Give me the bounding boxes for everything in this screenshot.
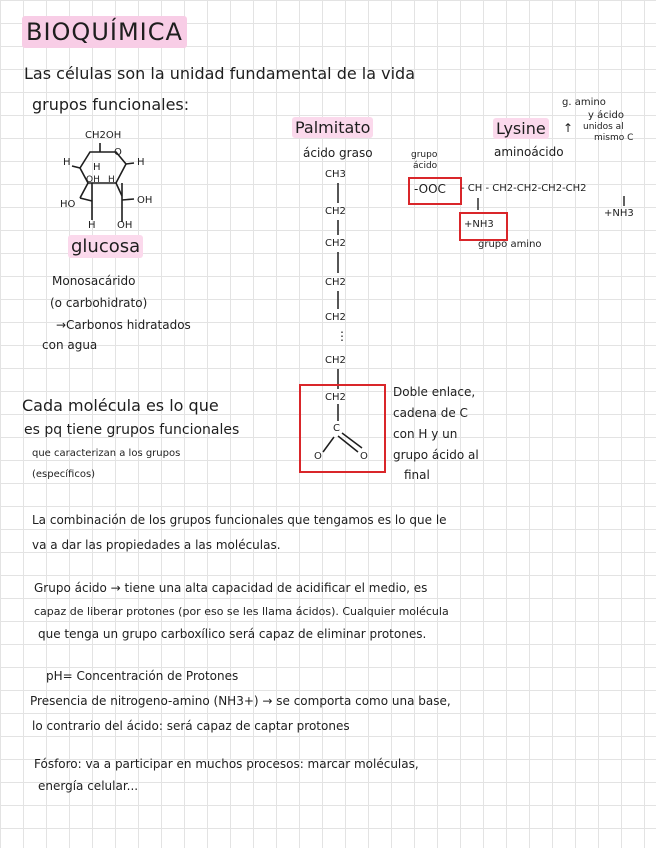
intro-line: Las células son la unidad fundamental de la vida [24, 64, 416, 83]
lysine-acid-label-2: ácido [413, 161, 438, 171]
palm-note-4: final [404, 468, 430, 482]
para3-line-2: Presencia de nitrogeno-amino (NH3+) → se comporta como una base, [30, 694, 451, 708]
palm-chain-5: ⋮ [336, 329, 348, 343]
palmitato-name: Palmitato [292, 120, 373, 136]
lysine-nh3: +NH3 [464, 219, 494, 230]
palm-chain-3: CH2 [325, 277, 346, 288]
cada-line-1: Cada molécula es lo que [22, 396, 219, 415]
para2-line-3: que tenga un grupo carboxílico será capaz de eliminar protones. [38, 627, 427, 641]
palm-c: C [333, 423, 340, 434]
lysine-amino-label: grupo amino [478, 239, 542, 250]
palm-note-2: con H y un [393, 427, 458, 441]
glucose-ch2oh: CH2OH [85, 130, 122, 141]
glucose-h5: H [88, 220, 96, 231]
glucose-desc-4: con agua [42, 338, 98, 352]
glucose-desc-3: →Carbonos hidratados [56, 318, 191, 332]
palm-chain-1: CH2 [325, 206, 346, 217]
para4-line-1: Fósforo: va a participar en muchos procesos: marcar moléculas, [34, 757, 419, 771]
glucose-oh3: OH [117, 220, 133, 231]
para1-line-2: va a dar las propiedades a las moléculas. [32, 538, 281, 552]
glucose-o: O [114, 147, 122, 158]
glucose-desc-2: (o carbohidrato) [50, 296, 148, 310]
palm-note-3: grupo ácido al [393, 448, 479, 462]
glucose-h1: H [63, 157, 71, 168]
glucose-oh1: OH [86, 175, 100, 185]
lysine-nh3-end: +NH3 [604, 208, 634, 219]
glucose-h4: H [93, 162, 101, 173]
palm-note-0: Doble enlace, [393, 385, 476, 399]
cada-line-3: que caracterizan a los grupos [32, 448, 181, 459]
cada-line-4: (específicos) [32, 469, 96, 480]
lysine-note-4: mismo C [594, 133, 634, 143]
cada-line-2: es pq tiene grupos funcionales [24, 422, 240, 438]
lysine-amino-box [459, 212, 508, 241]
para3-line-3: lo contrario del ácido: será capaz de captar protones [32, 719, 350, 733]
lysine-sub: aminoácido [494, 145, 564, 159]
para2-line-1: Grupo ácido → tiene una alta capacidad de acidificar el medio, es [34, 581, 428, 595]
para3-line-1: pH= Concentración de Protones [46, 669, 239, 683]
grupos-heading: grupos funcionales: [32, 95, 190, 114]
lysine-note-1: g. amino [562, 97, 606, 108]
palmitato-sub: ácido graso [303, 146, 373, 160]
lysine-note-3: unidos al [583, 122, 624, 132]
palm-chain-7: CH2 [325, 392, 346, 403]
glucose-name: glucosa [68, 238, 143, 256]
palm-o1: O [314, 451, 322, 462]
palm-o2: O [360, 451, 368, 462]
para2-line-2: capaz de liberar protones (por eso se les llama ácidos). Cualquier molécula [34, 605, 449, 618]
palm-chain-0: CH3 [325, 169, 346, 180]
glucose-oh2: OH [137, 195, 153, 206]
lysine-arrow-icon: ↑ [563, 121, 574, 135]
glucose-desc-1: Monosacárido [52, 274, 136, 288]
glucose-ho: HO [60, 199, 76, 210]
para4-line-2: energía celular... [38, 779, 139, 793]
palm-chain-4: CH2 [325, 312, 346, 323]
para1-line-1: La combinación de los grupos funcionales que tengamos es lo que le [32, 513, 447, 527]
lysine-note-2: y ácido [588, 110, 624, 121]
glucose-h3: H [108, 175, 115, 185]
lysine-chain: - CH - CH2-CH2-CH2-CH2 [461, 183, 587, 194]
lysine-name: Lysine [493, 121, 549, 137]
lysine-acid-label-1: grupo [411, 150, 438, 160]
palm-chain-2: CH2 [325, 238, 346, 249]
lysine-ooc: -OOC [414, 182, 446, 196]
palm-chain-6: CH2 [325, 355, 346, 366]
palm-note-1: cadena de C [393, 406, 468, 420]
glucose-h2: H [137, 157, 145, 168]
page-title: BIOQUÍMICA [22, 20, 187, 44]
